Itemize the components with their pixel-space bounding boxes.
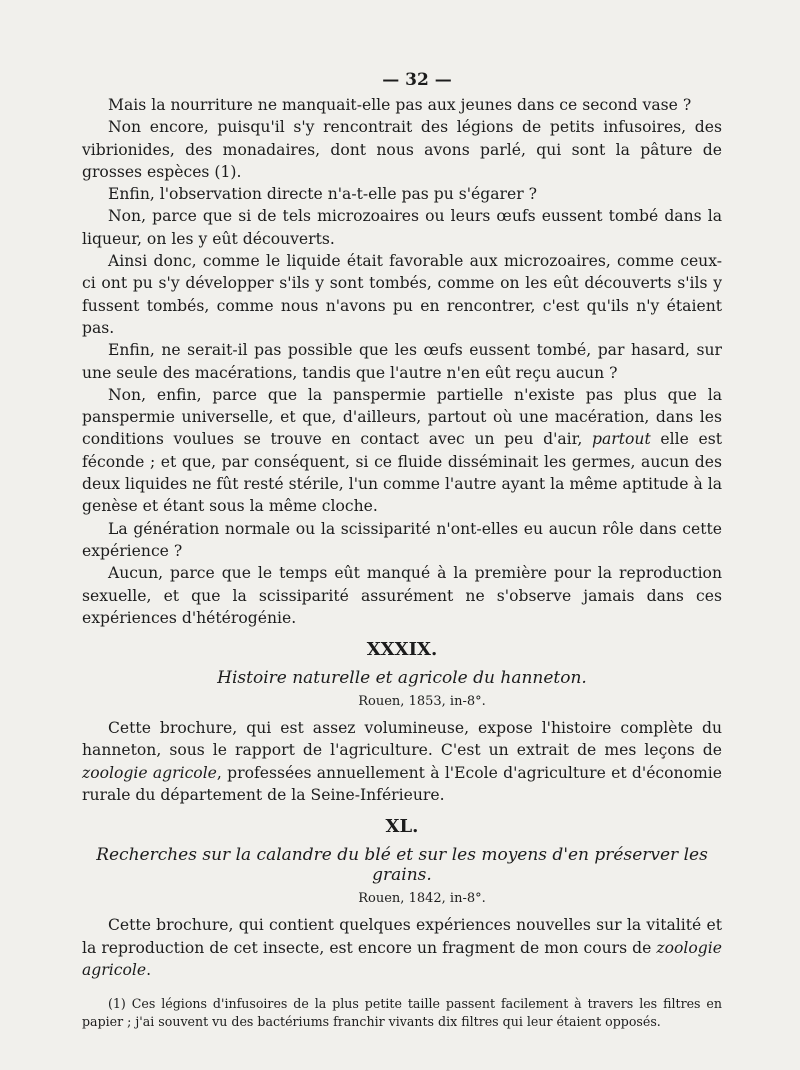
emphasis: zoologie agricole: [82, 938, 722, 979]
imprint: Rouen, 1853, in-8°.: [358, 694, 486, 710]
text-run: , professées annuellement à l'Ecole d'agriculture et d'économie rurale du département de la Seine-Inférieure.: [82, 763, 722, 805]
paragraph: Ainsi donc, comme le liquide était favorable aux microzoaires, comme ceux-ci ont pu s'y développer s'ils y sont tombés, comme on les eût découverts s'ils y fussent tombés, comme nous n'avons pu en rencontrer, c'est qu'ils n'y étaient pas.: [82, 252, 722, 337]
paragraph: [82, 717, 722, 806]
section-title: Recherches sur la calandre du blé et sur les moyens d'en préserver les grains.: [96, 845, 708, 886]
paragraph: Mais la nourriture ne manquait-elle pas aux jeunes dans ce second vase ?: [108, 96, 692, 114]
footnote: (1) Ces légions d'infusoires de la plus petite taille passent facilement à travers les filtres en papier ; j'ai souvent vu des bactériums franchir vivants dix filtres qui leur étaient opposés.: [82, 996, 722, 1030]
text-run: .: [146, 960, 152, 979]
paragraph: Enfin, ne serait-il pas possible que les œufs eussent tombé, par hasard, sur une seule des macérations, tandis que l'autre n'en eût reçu aucun ?: [82, 341, 722, 382]
section-number: XL.: [385, 816, 419, 838]
paragraph: Enfin, l'observation directe n'a-t-elle pas pu s'égarer ?: [108, 185, 537, 204]
paragraph: Non encore, puisqu'il s'y rencontrait des légions de petits infusoires, des vibrionides, des monadaires, dont nous avons parlé, qui sont la pâture de grosses espèces (1).: [82, 118, 722, 181]
text-run: Cette brochure, qui est assez volumineuse, expose l'histoire complète du hanneton, sous le rapport de l'agriculture. C'est un extrait de mes leçons de: [82, 719, 722, 760]
paragraph: Aucun, parce que le temps eût manqué à la première pour la reproduction sexuelle, et que la scissiparité assurément ne s'observe jamais dans ces expériences d'hétérogénie.: [82, 564, 722, 627]
paragraph: [82, 384, 722, 518]
emphasis: partout: [592, 430, 651, 449]
text-run: elle est féconde ; et que, par conséquent, si ce fluide disséminait les germes, aucun des deux liquides ne fût resté stérile, l'un comme l'autre ayant la même aptitude à la genèse et étant sous la même cloche.: [82, 430, 722, 516]
paragraph: La génération normale ou la scissiparité n'ont-elles eu aucun rôle dans cette expérience ?: [82, 519, 722, 560]
section-title: Histoire naturelle et agricole du hanneton.: [217, 668, 587, 689]
section-number: XXXIX.: [366, 639, 438, 661]
paragraph: Non, parce que si de tels microzoaires ou leurs œufs eussent tombé dans la liqueur, on les y eût découverts.: [82, 207, 722, 248]
emphasis: zoologie agricole: [82, 763, 217, 782]
page-number: — 32 —: [382, 70, 452, 90]
imprint: Rouen, 1842, in-8°.: [358, 891, 486, 907]
text-run: Cette brochure, qui contient quelques expériences nouvelles sur la vitalité et la reproduction de cet insecte, est encore un fragment de mon cours de: [82, 916, 722, 957]
paragraph: [82, 914, 722, 981]
text-run: Non, enfin, parce que la panspermie partielle n'existe pas plus que la panspermie universelle, et que, d'ailleurs, partout où une macération, dans les conditions voulues se trouve en contact avec un peu d'air,: [82, 385, 722, 449]
